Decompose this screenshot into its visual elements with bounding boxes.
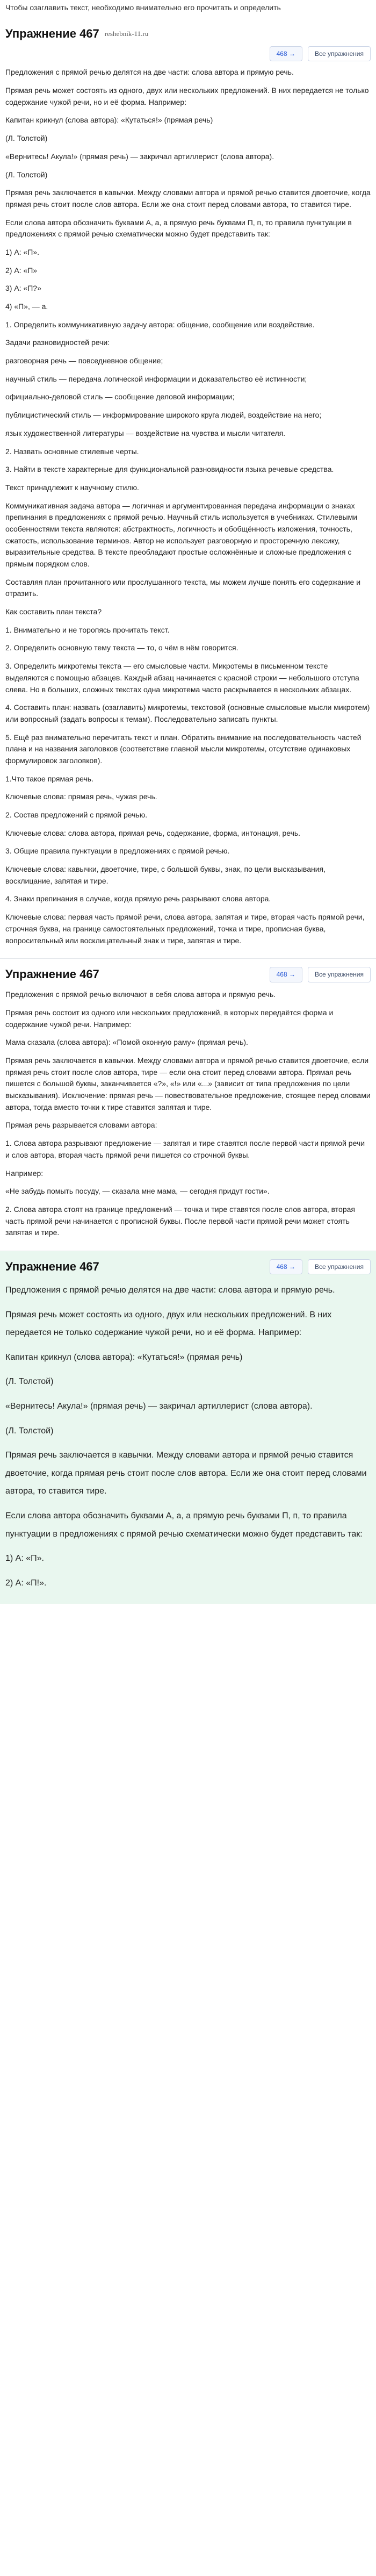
- paragraph: публицистический стиль — информирование широкого круга людей, воздействие на него;: [5, 411, 322, 420]
- paragraph: 5. Ещё раз внимательно перечитать текст и план. Обратить внимание на последовательность частей плана и на названия заголовков (соответствие главной мысли микротемы, отсутствие одинаковых формулировок заголовков).: [5, 733, 361, 765]
- paragraph: 3. Общие правила пунктуации в предложениях с прямой речью.: [5, 846, 230, 856]
- paragraph: Предложения с прямой речью делятся на две части: слова автора и прямую речь.: [5, 68, 294, 77]
- exercise-body-1: [0, 64, 376, 958]
- next-exercise-button[interactable]: 468 →: [270, 1259, 302, 1275]
- exercise-section-3: [0, 1251, 376, 1604]
- paragraph: Прямая речь заключается в кавычки. Между словами автора и прямой речью ставится двоеточие, когда прямая речь стоит после слов автора. Если же она стоит перед словами автора, то ставится тире.: [5, 1451, 367, 1496]
- exercise-header-3: [0, 1251, 376, 1279]
- paragraph: (Л. Толстой): [5, 1377, 54, 1387]
- paragraph: Капитан крикнул (слова автора): «Кутаться!» (прямая речь): [5, 1352, 243, 1362]
- paragraph: Прямая речь может состоять из одного, двух или нескольких предложений. В них передается не только содержание чужой речи, но и её форма. Например:: [5, 1310, 332, 1338]
- exercise-nav-1: [0, 46, 376, 65]
- paragraph: 1. Определить коммуникативную задачу автора: общение, сообщение или воздействие.: [5, 320, 315, 329]
- paragraph: Как составить план текста?: [5, 607, 102, 616]
- paragraph: Прямая речь разрывается словами автора:: [5, 1121, 157, 1130]
- paragraph: (Л. Толстой): [5, 134, 48, 143]
- paragraph: 1. Внимательно и не торопясь прочитать текст.: [5, 625, 170, 634]
- paragraph: 3. Найти в тексте характерные для функциональной разновидности языка речевые средства.: [5, 465, 334, 474]
- paragraph: официально-деловой стиль — сообщение деловой информации;: [5, 392, 235, 401]
- intro-text: Чтобы озаглавить текст, необходимо внимательно его прочитать и определить: [5, 3, 281, 12]
- paragraph: Предложения с прямой речью включают в себя слова автора и прямую речь.: [5, 990, 276, 999]
- all-exercises-button[interactable]: Все упражнения: [308, 1259, 371, 1275]
- exercise-section-2: [0, 958, 376, 1251]
- paragraph: Текст принадлежит к научному стилю.: [5, 483, 139, 492]
- paragraph: Если слова автора обозначить буквами А, а, а прямую речь буквами П, п, то правила пунктуации в предложениях с прямой речью схематически можно будет представить так:: [5, 218, 352, 239]
- paragraph: «Вернитесь! Акула!» (прямая речь) — закричал артиллерист (слова автора).: [5, 152, 274, 161]
- paragraph: Ключевые слова: первая часть прямой речи, слова автора, запятая и тире, вторая часть прямой речи, строчная буква, на границе самостоятельных предложений, точка и тире, прописная буква, вопросительный или восклицательный знак и тире, запятая и тире.: [5, 913, 365, 945]
- watermark: reshebnik-11.ru: [104, 29, 149, 38]
- paragraph: Прямая речь заключается в кавычки. Между словами автора и прямой речью ставится двоеточие, когда прямая речь стоит после слов автора. Если же она стоит перед словами автора, то ставится тире.: [5, 188, 371, 209]
- paragraph: 2. Назвать основные стилевые черты.: [5, 447, 139, 456]
- exercise-body-2: [0, 987, 376, 1251]
- paragraph: Ключевые слова: прямая речь, чужая речь.: [5, 792, 157, 801]
- paragraph: разговорная речь — повседневное общение;: [5, 356, 163, 365]
- paragraph: 1) А: «П».: [5, 247, 39, 256]
- paragraph: 3. Определить микротемы текста — его смысловые части. Микротемы в письменном тексте выделяются с помощью абзацев. Каждый абзац начинается с красной строки — небольшого отступа слева. Но в больших, сложных текстах одна микротема часто раскрывается в нескольких абзацах.: [5, 662, 359, 694]
- paragraph: 4. Знаки препинания в случае, когда прямую речь разрывают слова автора.: [5, 894, 271, 903]
- paragraph: научный стиль — передача логической информации и доказательство её истинности;: [5, 374, 307, 383]
- exercise-title-2: Упражнение 467: [5, 967, 99, 981]
- next-exercise-button[interactable]: 468 →: [270, 967, 302, 982]
- exercise-body-3: [0, 1279, 376, 1604]
- paragraph: Если слова автора обозначить буквами А, а, а прямую речь буквами П, п, то правила пунктуации в предложениях с прямой речью схематически можно будет представить так:: [5, 1511, 363, 1539]
- paragraph: 3) А: «П?»: [5, 284, 41, 293]
- paragraph: Задачи разновидностей речи:: [5, 338, 110, 347]
- exercise-title-1: Упражнение 467: [5, 26, 99, 40]
- paragraph: 2. Состав предложений с прямой речью.: [5, 810, 148, 819]
- paragraph: 2) А: «П!».: [5, 1578, 47, 1588]
- paragraph: (Л. Толстой): [5, 170, 48, 179]
- paragraph: Ключевые слова: кавычки, двоеточие, тире, с большой буквы, знак, по цели высказывания, восклицание, запятая и тире.: [5, 865, 326, 885]
- paragraph: Мама сказала (слова автора): «Помой оконную раму» (прямая речь).: [5, 1038, 248, 1047]
- exercise-title-3: Упражнение 467: [5, 1259, 99, 1273]
- paragraph: Прямая речь заключается в кавычки. Между словами автора и прямой речью ставится двоеточие, если прямая речь стоит после слов автора, тире — если она стоит перед словами автора. Прямая речь пишется с большой буквы, заканчивается «?», «!» или «...» (зависит от типа предложения по цели высказывания). Исключение: прямая речь — повествовательное предложение, стоящее перед словами автора, тогда вместо точки к тире ставится запятая и тире.: [5, 1056, 371, 1111]
- exercise-section-1: [0, 18, 376, 959]
- paragraph: Предложения с прямой речью делятся на две части: слова автора и прямую речь.: [5, 1286, 335, 1295]
- paragraph: язык художественной литературы — воздействие на чувства и мысли читателя.: [5, 428, 286, 437]
- paragraph: Ключевые слова: слова автора, прямая речь, содержание, форма, интонация, речь.: [5, 828, 301, 837]
- paragraph: 4) «П», — а.: [5, 302, 48, 311]
- paragraph: Например:: [5, 1168, 44, 1178]
- paragraph: 1) А: «П».: [5, 1554, 44, 1563]
- exercise-header-2: [0, 959, 376, 987]
- paragraph: 2) А: «П»: [5, 266, 38, 275]
- paragraph: Составляя план прочитанного или прослушанного текста, мы можем лучше понять его содержание и отразить.: [5, 577, 361, 598]
- paragraph: «Не забудь помыть посуду, — сказала мне мама, — сегодня придут гости».: [5, 1187, 270, 1196]
- paragraph: 1. Слова автора разрывают предложение — запятая и тире ставятся после первой части прямой речи и слов автора, вторая часть прямой речи пишется со строчной буквы.: [5, 1139, 365, 1159]
- paragraph: 2. Слова автора стоят на границе предложений — точка и тире ставятся после слов автора, вторая часть прямой речи начинается с прописной буквы. После первой части прямой речи может стоять запятая и тире.: [5, 1204, 355, 1237]
- paragraph: 1.Что такое прямая речь.: [5, 774, 93, 783]
- next-exercise-button[interactable]: 468 →: [270, 46, 302, 62]
- paragraph: Капитан крикнул (слова автора): «Кутаться!» (прямая речь): [5, 116, 213, 125]
- all-exercises-button[interactable]: Все упражнения: [308, 967, 371, 982]
- all-exercises-button[interactable]: Все упражнения: [308, 46, 371, 62]
- exercise-header-1: [0, 18, 376, 46]
- paragraph: 2. Определить основную тему текста — то, о чём в нём говорится.: [5, 643, 238, 652]
- paragraph: (Л. Толстой): [5, 1426, 54, 1436]
- paragraph: 4. Составить план: назвать (озаглавить) микротемы, текстовой (основные смысловые мысли микротем) или вопросный (задать вопросы к темам). Последовательно записать пункты.: [5, 703, 370, 723]
- paragraph: «Вернитесь! Акула!» (прямая речь) — закричал артиллерист (слова автора).: [5, 1402, 313, 1411]
- paragraph: Коммуникативная задача автора — логичная и аргументированная передача информации о знаках препинания в предложениях с прямой речью. Научный стиль используется в учебниках. Стилевыми особенностями текста являются: абстрактность, логичность и обобщённость изложения, точность, сжатость, использование терминов. Автор не использует разговорную и просторечную лексику, выразительные средства. В тексте преобладают простые осложнённые и сложные предложения с прямым порядком слов.: [5, 501, 358, 568]
- paragraph: Прямая речь состоит из одного или нескольких предложений, в которых передаётся форма и содержание чужой речи. Например:: [5, 1008, 334, 1029]
- paragraph: Прямая речь может состоять из одного, двух или нескольких предложений. В них передается не только содержание чужой речи, но и её форма. Например:: [5, 86, 369, 106]
